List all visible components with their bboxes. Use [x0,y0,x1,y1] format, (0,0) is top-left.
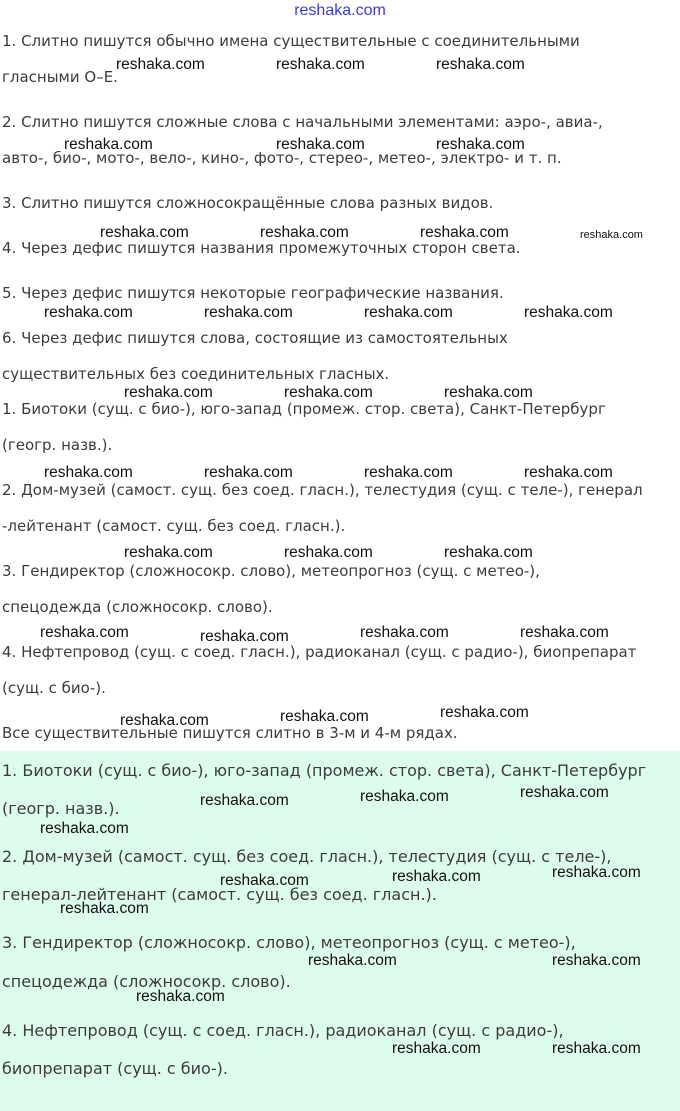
answer-line: 2. Дом-музей (самост. сущ. без соед. гласн.), телестудия (сущ. с теле-), [2,847,612,866]
watermark: reshaka.com [40,624,129,641]
watermark: reshaka.com [116,56,205,73]
answer-line: генерал-лейтенант (самост. сущ. без соед. гласн.). [2,885,437,904]
rule-line: авто-, био-, мото-, вело-, кино-, фото-, стерео-, метео-, электро- и т. п. [2,149,562,167]
watermark: reshaka.com [60,900,149,917]
row-line: 4. Нефтепровод (сущ. с соед. гласн.), радиоканал (сущ. с радио-), биопрепарат [2,643,637,661]
answer-line: спецодежда (сложносокр. слово). [2,972,291,991]
watermark: reshaka.com [360,788,449,805]
watermark: reshaka.com [552,952,641,969]
watermark: reshaka.com [524,304,613,321]
watermark: reshaka.com [204,304,293,321]
row-line: -лейтенант (самост. сущ. без соед. гласн.). [2,517,346,535]
watermark: reshaka.com [308,952,397,969]
watermark: reshaka.com [520,624,609,641]
watermark: reshaka.com [552,864,641,881]
watermark: reshaka.com [444,544,533,561]
watermark: reshaka.com [44,464,133,481]
rule-line: 4. Через дефис пишутся названия промежуточных сторон света. [2,239,521,257]
watermark: reshaka.com [364,464,453,481]
rule-line: гласными О–Е. [2,68,118,86]
watermark: reshaka.com [364,304,453,321]
watermark: reshaka.com [200,628,289,645]
watermark: reshaka.com [444,384,533,401]
watermark: reshaka.com [124,384,213,401]
watermark: reshaka.com [392,1040,481,1057]
watermark: reshaka.com [200,792,289,809]
rule-line: 5. Через дефис пишутся некоторые географические названия. [2,284,504,302]
watermark: reshaka.com [220,872,309,889]
watermark: reshaka.com [436,56,525,73]
watermark: reshaka.com [520,784,609,801]
row-line: 1. Биотоки (сущ. с био-), юго-запад (промеж. стор. света), Санкт-Петербург [2,400,606,418]
answer-line: 1. Биотоки (сущ. с био-), юго-запад (промеж. стор. света), Санкт-Петербург [2,761,647,780]
watermark: reshaka.com [100,224,189,241]
watermark: reshaka.com [64,136,153,153]
row-line: (геогр. назв.). [2,436,113,454]
watermark: reshaka.com [284,544,373,561]
watermark: reshaka.com [204,464,293,481]
watermark: reshaka.com [552,1040,641,1057]
watermark: reshaka.com [360,624,449,641]
watermark: reshaka.com [524,464,613,481]
watermark: reshaka.com [120,712,209,729]
answer-line: (геогр. назв.). [2,799,120,818]
watermark: reshaka.com [260,224,349,241]
watermark: reshaka.com [440,704,529,721]
rule-line: существительных без соединительных гласных. [2,365,390,383]
watermark: reshaka.com [44,304,133,321]
row-line: (сущ. с био-). [2,679,106,697]
rule-line: 6. Через дефис пишутся слова, состоящие из самостоятельных [2,329,508,347]
watermark: reshaka.com [420,224,509,241]
watermark: reshaka.com [124,544,213,561]
watermark: reshaka.com [284,384,373,401]
rule-line: 2. Слитно пишутся сложные слова с начальными элементами: аэро-, авиа-, [2,113,603,131]
rule-line: 3. Слитно пишутся сложносокращённые слова разных видов. [2,194,494,212]
row-line: 3. Гендиректор (сложносокр. слово), метеопрогноз (сущ. с метео-), [2,562,540,580]
watermark: reshaka.com [276,136,365,153]
answer-line: 4. Нефтепровод (сущ. с соед. гласн.), радиоканал (сущ. с радио-), [2,1021,564,1040]
answer-line: биопрепарат (сущ. с био-). [2,1059,228,1078]
conclusion: Все существительные пишутся слитно в 3-м и 4-м рядах. [2,724,458,742]
watermark: reshaka.com [436,136,525,153]
answer-line: 3. Гендиректор (сложносокр. слово), метеопрогноз (сущ. с метео-), [2,933,576,952]
site-link[interactable]: reshaka.com [294,2,386,19]
watermark: reshaka.com [40,820,129,837]
row-line: 2. Дом-музей (самост. сущ. без соед. гласн.), телестудия (сущ. с теле-), генерал [2,481,643,499]
watermark: reshaka.com [136,988,225,1005]
watermark: reshaka.com [276,56,365,73]
watermark: reshaka.com [280,708,369,725]
rule-line: 1. Слитно пишутся обычно имена существительные с соединительными [2,32,580,50]
watermark: reshaka.com [392,868,481,885]
row-line: спецодежда (сложносокр. слово). [2,598,273,616]
watermark: reshaka.com [580,229,643,241]
